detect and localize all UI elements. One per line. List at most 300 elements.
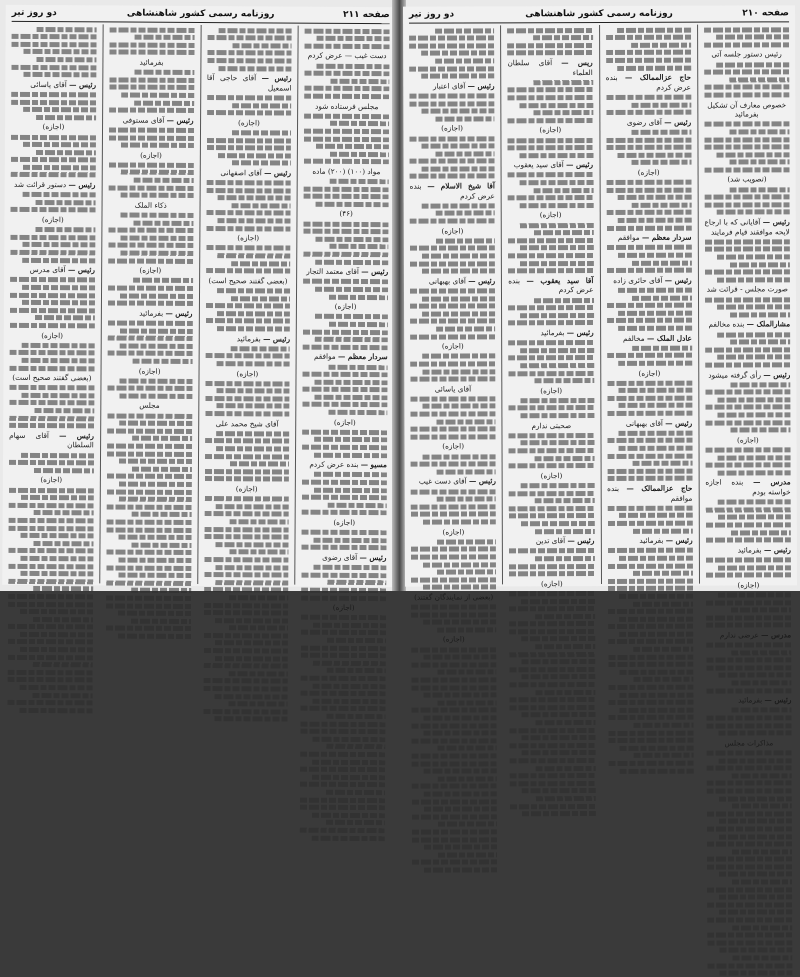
body-text-line [207, 58, 292, 64]
body-text-line [521, 599, 594, 604]
body-text-line [327, 580, 386, 585]
body-text-line [302, 545, 387, 551]
body-text-line [731, 428, 791, 433]
body-text-line [21, 358, 94, 363]
transcript-entry [607, 536, 692, 546]
body-text-line [619, 326, 692, 331]
entry-text: (اجازه) [441, 341, 464, 351]
body-text-line [303, 279, 388, 285]
body-text-line [608, 738, 693, 743]
entry-text: بفرمائید [639, 535, 664, 546]
body-text-line [317, 63, 390, 68]
body-text-line [510, 743, 595, 748]
entry-text: آقایانی که با ارجاع لایحه موافقند قیام فرمایند [704, 217, 790, 237]
body-text-line [230, 461, 289, 466]
text-column [704, 24, 792, 748]
body-text-line [328, 364, 387, 369]
body-text-line [717, 470, 790, 475]
body-text-line [437, 700, 497, 705]
body-text-line [107, 336, 192, 342]
transcript-entry [509, 386, 594, 396]
body-text-line [704, 195, 789, 200]
body-text-line [520, 103, 593, 108]
entry-text: بفرمائید [236, 333, 261, 343]
body-text-line [535, 529, 595, 534]
body-text-line [217, 404, 290, 409]
transcript-entry [303, 267, 388, 277]
body-text-line [705, 362, 790, 367]
body-text-line [312, 736, 385, 741]
transcript-entry [704, 50, 789, 60]
body-text-line [205, 438, 290, 444]
transcript-entry [508, 276, 593, 295]
body-text-line [9, 518, 94, 524]
body-text-line [410, 411, 495, 416]
body-text-line [109, 77, 194, 83]
body-text-line [409, 101, 494, 106]
body-text-line [215, 694, 288, 699]
body-text-line [215, 641, 288, 646]
body-text-line [634, 753, 694, 758]
transcript-entry [9, 373, 94, 383]
body-text-line [411, 677, 496, 682]
speaker-name: رئیس — [361, 267, 389, 277]
body-text-line [204, 534, 289, 540]
body-text-line [509, 652, 594, 657]
body-text-line [717, 277, 790, 282]
body-text-line [11, 207, 96, 213]
body-text-line [206, 138, 291, 144]
body-text-line [507, 28, 592, 33]
body-text-line [301, 691, 386, 697]
body-text-line [305, 71, 390, 77]
body-text-line [304, 159, 389, 165]
transcript-entry [206, 276, 291, 286]
body-text-line [119, 459, 192, 464]
body-text-line [301, 653, 386, 659]
body-text-line [608, 609, 693, 614]
body-text-line [315, 314, 388, 319]
body-text-line [608, 654, 693, 659]
body-text-line [717, 254, 790, 259]
body-text-line [33, 693, 92, 698]
entry-text: (اجازه) [539, 210, 562, 220]
speaker-name: رئیس — [263, 333, 291, 344]
entry-text: آقای رضوی [322, 552, 358, 562]
transcript-entry [704, 217, 789, 236]
body-text-line [436, 326, 496, 331]
body-text-line [422, 404, 495, 409]
body-text-line [411, 489, 496, 494]
body-text-line [106, 504, 191, 510]
body-text-line [509, 548, 594, 553]
body-text-line [732, 650, 792, 655]
column-rule [599, 25, 602, 584]
transcript-entry [704, 175, 789, 185]
body-text-line [510, 773, 595, 778]
body-text-line [132, 466, 191, 471]
body-text-line [619, 513, 692, 518]
body-text-line [706, 688, 791, 693]
body-text-line [8, 601, 93, 607]
entry-text: آقای سهام السلطان [9, 430, 94, 450]
body-text-line [315, 287, 388, 292]
speaker-name: رئیس — [764, 695, 792, 705]
body-text-line [36, 227, 95, 232]
body-text-line [410, 246, 495, 251]
body-text-line [411, 577, 496, 582]
body-text-line [301, 630, 386, 636]
body-text-line [300, 752, 385, 758]
body-text-line [108, 285, 193, 291]
body-text-line [10, 292, 95, 298]
body-text-line [135, 70, 194, 75]
entry-text: آقای حائری زاده [613, 275, 663, 285]
body-text-line [10, 350, 95, 356]
body-text-line [437, 822, 497, 827]
entry-text: آقای اعتبار [432, 81, 466, 91]
body-text-line [22, 285, 95, 290]
entry-text: (اجازه) [333, 417, 356, 427]
body-text-line [706, 557, 791, 562]
body-text-line [632, 295, 692, 300]
body-text-line [22, 300, 95, 305]
body-text-line [106, 595, 191, 601]
body-text-line [409, 43, 494, 48]
transcript-entry [706, 738, 791, 748]
body-text-line [207, 110, 292, 116]
body-text-line [23, 165, 96, 170]
body-text-line [11, 99, 96, 105]
body-text-line [534, 378, 594, 383]
body-text-line [521, 413, 594, 418]
transcript-entry [302, 417, 387, 427]
body-text-line [717, 355, 790, 360]
body-text-line [606, 245, 691, 250]
body-text-line [12, 34, 97, 40]
body-text-line [631, 42, 691, 47]
entry-text: آقای معتمد التجار [306, 266, 359, 277]
body-text-line [522, 735, 595, 740]
transcript-entry [606, 73, 691, 92]
body-text-line [705, 420, 790, 425]
body-text-line [326, 790, 385, 795]
body-text-line [215, 717, 288, 722]
speaker-name: رئیس — [67, 265, 95, 275]
body-text-line [704, 167, 789, 172]
body-text-line [410, 261, 495, 266]
transcript-entry [606, 275, 691, 285]
body-text-line [37, 27, 96, 32]
body-text-line [106, 527, 191, 533]
body-text-line [620, 632, 693, 637]
body-text-line [133, 278, 192, 283]
transcript-entry [509, 471, 594, 481]
entry-text: (اجازه) [138, 366, 161, 376]
body-text-line [731, 382, 791, 387]
body-text-line [705, 507, 790, 512]
body-text-line [509, 564, 594, 569]
body-text-line [717, 455, 790, 460]
body-text-line [207, 35, 292, 41]
body-text-line [438, 852, 498, 857]
body-text-line [409, 66, 494, 71]
body-text-line [134, 220, 193, 225]
body-text-line [510, 758, 595, 763]
entry-text: آقای تدین [535, 536, 566, 546]
body-text-line [23, 107, 96, 112]
body-text-line [508, 340, 593, 345]
transcript-entry [207, 73, 292, 93]
transcript-entry [411, 592, 496, 602]
body-text-line [508, 87, 593, 92]
body-text-line [304, 186, 389, 192]
body-text-line [229, 671, 288, 676]
transcript-entry [411, 527, 496, 537]
body-text-line [304, 136, 389, 142]
speaker-name: مدرس — [753, 477, 791, 487]
body-text-line [411, 504, 496, 509]
body-text-line [118, 633, 191, 638]
body-text-line [204, 587, 289, 593]
body-text-line [302, 572, 387, 578]
body-text-line [717, 304, 790, 309]
body-text-line [8, 579, 93, 585]
body-text-line [733, 925, 793, 930]
speaker-name: رئیس — [467, 81, 495, 91]
body-text-line [315, 379, 388, 384]
body-text-line [509, 448, 594, 453]
body-text-line [706, 715, 791, 720]
transcript-entry [301, 603, 386, 613]
body-text-line [533, 110, 593, 115]
speaker-name: ریس — [561, 57, 593, 68]
body-text-line [329, 244, 388, 249]
body-text-line [705, 297, 790, 302]
body-text-line [303, 329, 388, 335]
body-text-line [706, 723, 791, 728]
transcript-entry [706, 696, 791, 706]
speaker-name: رئیس — [59, 430, 94, 441]
body-text-line [706, 623, 791, 628]
speaker-name: رئیس — [566, 160, 594, 170]
body-text-line [20, 632, 93, 637]
body-text-line [717, 397, 790, 402]
body-text-line [106, 603, 191, 609]
body-text-line [304, 221, 389, 227]
body-text-line [606, 137, 691, 142]
transcript-entry [303, 352, 388, 362]
body-text-line [302, 530, 387, 536]
body-text-line [718, 796, 791, 801]
body-text-line [109, 42, 194, 48]
body-text-line [412, 761, 497, 766]
body-text-line [109, 108, 194, 114]
body-text-line [435, 151, 495, 156]
body-text-line [411, 462, 496, 467]
right-page-header [409, 7, 789, 23]
body-text-line [411, 612, 496, 617]
body-text-line [204, 469, 289, 475]
entry-text: (بعضی از نمایندگان گفتند) [414, 592, 494, 602]
entry-text: آقای بهبهانی [625, 418, 663, 428]
body-text-line [316, 144, 389, 149]
body-text-line [631, 130, 691, 135]
body-text-line [716, 62, 789, 67]
entry-text: آقای اصفهانی [220, 168, 262, 178]
entry-text: بفرمائید [139, 308, 164, 318]
body-text-line [217, 288, 290, 293]
body-text-line [620, 670, 693, 675]
body-text-line [10, 323, 95, 329]
body-text-line [411, 685, 496, 690]
entry-text: (اجازه) [442, 634, 465, 645]
entry-text: (اجازه) [441, 226, 464, 236]
body-text-line [303, 252, 388, 258]
body-text-line [21, 495, 94, 500]
body-text-line [204, 572, 289, 578]
body-text-line [619, 388, 692, 393]
body-text-line [423, 693, 496, 698]
body-text-line [9, 423, 94, 429]
body-text-line [620, 768, 693, 773]
body-text-line [435, 116, 495, 121]
transcript-entry [410, 276, 495, 286]
body-text-line [731, 607, 791, 612]
body-text-line [20, 647, 93, 652]
body-text-line [316, 202, 389, 207]
transcript-entry [705, 370, 790, 380]
transcript-entry [411, 442, 496, 452]
transcript-entry [302, 518, 387, 528]
speaker-name: آقا شیخ الاسلام — [427, 181, 495, 191]
body-text-line [33, 617, 92, 622]
body-text-line [231, 261, 290, 266]
body-text-line [108, 228, 193, 234]
body-text-line [423, 620, 496, 625]
body-text-line [632, 345, 692, 350]
transcript-entry [204, 484, 289, 494]
transcript-entry [607, 484, 692, 503]
body-text-line [121, 92, 194, 97]
entry-text: آقای دست غیب [418, 476, 467, 487]
body-text-line [510, 697, 595, 702]
entry-text: (اجازه) [235, 484, 258, 494]
transcript-entry [206, 168, 291, 178]
body-text-line [607, 396, 692, 401]
transcript-entry [206, 233, 291, 243]
body-text-line [705, 390, 790, 395]
body-text-line [109, 27, 194, 33]
body-text-line [704, 85, 789, 90]
body-text-line [325, 820, 384, 825]
body-text-line [424, 791, 497, 796]
body-text-line [423, 655, 496, 660]
body-text-line [608, 662, 693, 667]
body-text-line [732, 680, 792, 685]
body-text-line [305, 86, 390, 92]
speaker-name: رئیس — [664, 275, 692, 285]
body-text-line [508, 172, 593, 177]
body-text-line [632, 203, 692, 208]
entry-text: (اجازه) [334, 301, 357, 312]
transcript-entry [11, 180, 96, 190]
body-text-line [313, 683, 386, 688]
entry-text: صورت مجلس - قرائت شد [706, 284, 788, 295]
body-text-line [10, 250, 95, 256]
body-text-line [329, 294, 388, 299]
body-text-line [107, 413, 192, 419]
body-text-line [107, 443, 192, 449]
body-text-line [717, 515, 790, 520]
body-text-line [509, 629, 594, 634]
body-text-line [118, 482, 191, 487]
body-text-line [619, 403, 692, 408]
body-text-line [607, 468, 692, 473]
body-text-line [608, 685, 693, 690]
entry-text: (اجازه) [140, 150, 162, 160]
transcript-entry [508, 210, 593, 220]
body-text-line [620, 616, 693, 621]
body-text-line [436, 419, 496, 424]
body-text-line [521, 483, 594, 488]
body-text-line [9, 460, 94, 466]
entry-text: خصوص معارف آن تشکیل بفرمائید [707, 99, 787, 119]
body-text-line [706, 522, 791, 527]
body-text-line [706, 642, 791, 647]
entry-text: آقای یاسائی [434, 384, 472, 394]
entry-text: بنده مخالفم [708, 319, 745, 329]
body-text-line [118, 535, 191, 540]
body-text-line [618, 253, 691, 258]
body-text-line [304, 194, 389, 200]
body-text-line [618, 27, 691, 32]
body-text-line [216, 565, 289, 570]
body-text-line [706, 572, 791, 577]
body-text-line [219, 66, 292, 71]
speaker-name: رئیس — [359, 552, 387, 563]
body-text-line [230, 519, 289, 524]
body-text-line [218, 153, 291, 158]
body-text-line [423, 562, 496, 567]
body-text-line [707, 826, 792, 831]
entry-text: (اجازه) [638, 368, 661, 378]
body-text-line [412, 829, 497, 834]
body-text-line [314, 487, 387, 492]
body-text-line [20, 533, 93, 538]
body-text-line [633, 677, 693, 682]
body-text-line [509, 591, 594, 596]
body-text-line [108, 185, 193, 191]
transcript-entry [409, 124, 494, 134]
body-text-line [10, 235, 95, 241]
body-text-line [534, 230, 594, 235]
body-text-line [607, 453, 692, 458]
body-text-line [422, 311, 495, 316]
body-text-line [204, 557, 289, 563]
body-text-line [520, 348, 593, 353]
body-text-line [520, 223, 593, 228]
text-column [8, 24, 96, 584]
body-text-line [131, 588, 190, 593]
body-text-line [509, 571, 594, 576]
transcript-entry [508, 125, 593, 135]
body-text-line [732, 773, 792, 778]
body-text-line [232, 160, 291, 165]
body-text-line [231, 203, 290, 208]
body-text-line [520, 261, 593, 266]
body-text-line [326, 714, 385, 719]
